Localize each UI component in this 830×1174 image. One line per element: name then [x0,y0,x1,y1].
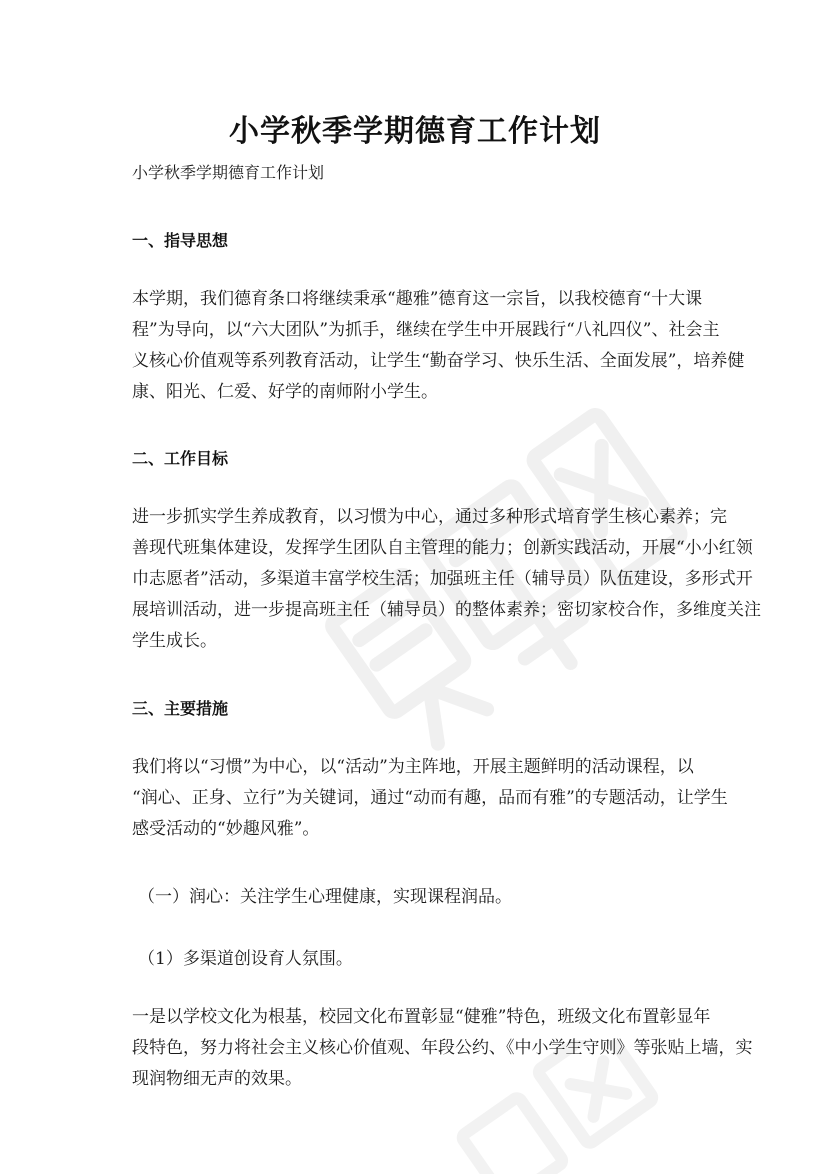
paragraph-line: 义核心价值观等系列教育活动，让学生“勤奋学习、快乐生活、全面发展”，培养健 [132,351,745,371]
paragraph-line: 我们将以“习惯”为中心，以“活动”为主阵地，开展主题鲜明的活动课程，以 [132,757,694,777]
section-paragraph-main-measures [132,752,732,845]
section-heading-work-goals: 二、工作目标 [132,449,229,468]
page-title: 小学秋季学期德育工作计划 [229,114,601,149]
section-paragraph-work-goals [132,502,761,657]
paragraph-line: 感受活动的“妙趣风雅”。 [132,819,320,839]
paragraph-line: 进一步抓实学生养成教育，以习惯为中心，通过多种形式培育学生核心素养；完 [132,507,727,527]
paragraph-line: “润心、正身、立行”为关键词，通过“动而有趣，品而有雅”的专题活动，让学生 [132,788,728,808]
section-heading-guiding-ideology: 一、指导思想 [132,231,229,250]
paragraph-line: 段特色，努力将社会主义核心价值观、年段公约、《中小学生守则》等张贴上墙，实 [132,1038,753,1058]
section-heading-main-measures: 三、主要措施 [132,699,229,718]
paragraph-line: 学生成长。 [132,631,217,651]
document-subtitle: 小学秋季学期德育工作计划 [132,163,325,182]
paragraph-line: 康、阳光、仁爱、好学的南师附小学生。 [132,382,438,402]
subheading-educational-atmosphere: （1）多渠道创设育人氛围。 [138,949,353,969]
paragraph-line: 现润物细无声的效果。 [132,1069,302,1089]
final-paragraph [132,1002,753,1095]
paragraph-line: 巾志愿者”活动，多渠道丰富学校生活；加强班主任（辅导员）队伍建设，多形式开 [132,569,753,589]
paragraph-line: 本学期，我们德育条口将继续秉承“趣雅”德育这一宗旨，以我校德育“十大课 [132,289,703,309]
paragraph-line: 一是以学校文化为根基，校园文化布置彰显“健雅”特色，班级文化布置彰显年 [132,1007,711,1027]
paragraph-line: 展培训活动，进一步提高班主任（辅导员）的整体素养；密切家校合作，多维度关注 [132,600,761,620]
paragraph-line: 善现代班集体建设，发挥学生团队自主管理的能力；创新实践活动，开展“小小红领 [132,538,753,558]
subheading-nurture-heart: （一）润心：关注学生心理健康，实现课程润品。 [138,887,512,907]
section-paragraph-guiding-ideology [132,284,745,408]
paragraph-line: 程”为导向，以“六大团队”为抓手，继续在学生中开展践行“八礼四仪”、社会主 [132,320,720,340]
